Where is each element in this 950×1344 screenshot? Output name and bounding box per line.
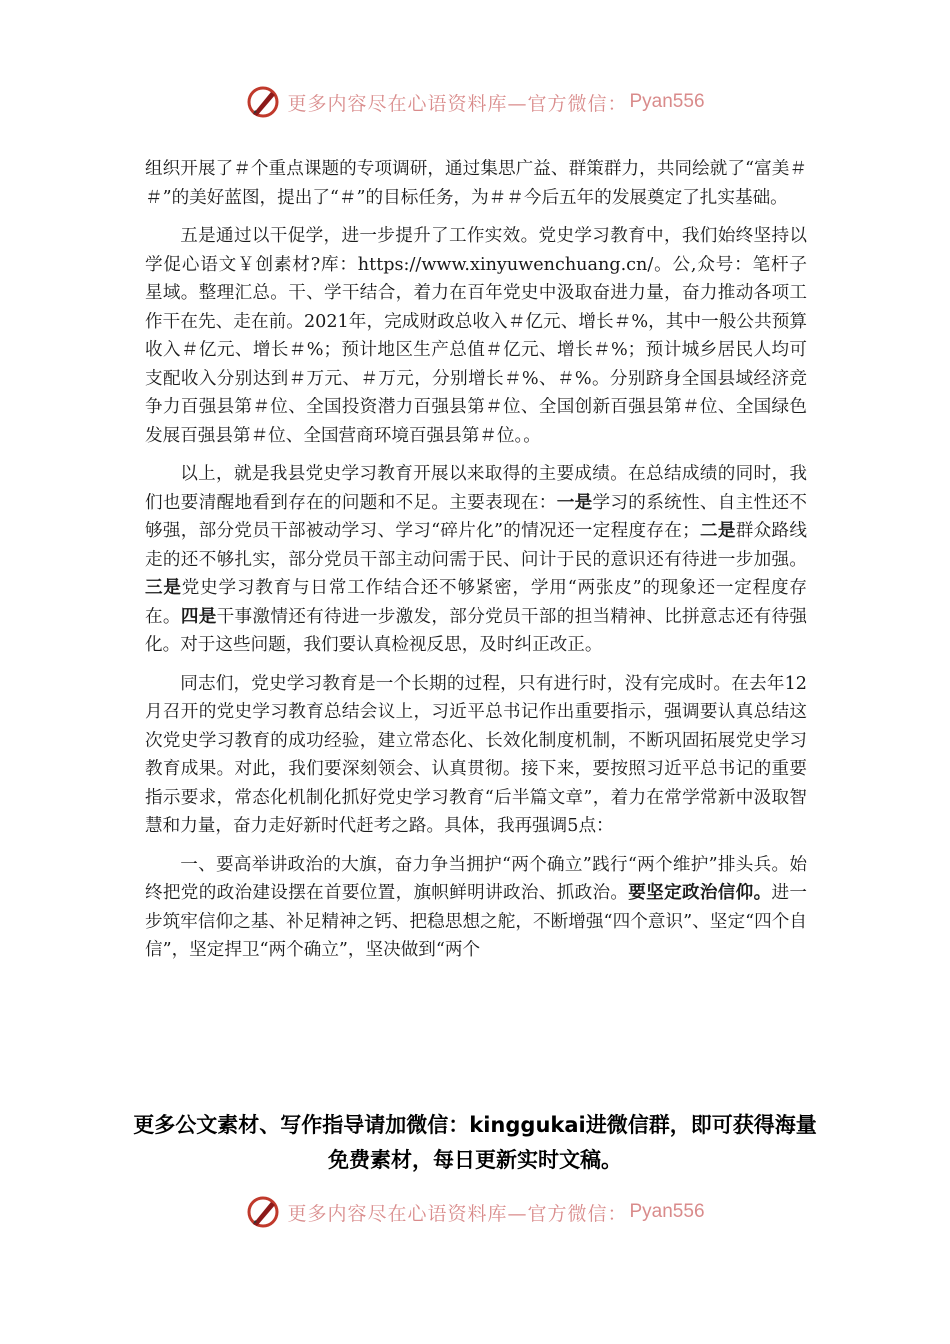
banner-wechat-id: Pyan556	[629, 1201, 705, 1222]
footer-banner	[0, 1190, 950, 1234]
banner-text: 更多内容尽在心语资料库—官方微信：	[287, 1202, 628, 1225]
header-banner	[0, 80, 950, 124]
pen-logo-icon	[245, 1194, 281, 1230]
paragraph-3-intro: 以上，就是我县党史学习教育开展以来取得的主要成绩。在总结成绩的同时，我们也要清醒地看到存在的问题和不足。主要表现在：	[145, 464, 807, 513]
promo-note: 更多公文素材、写作指导请加微信：kinggukai进微信群，即可获得海量免费素材，每日更新实时文稿。	[133, 1113, 817, 1172]
point-label-3: 三是	[145, 578, 182, 598]
banner-text: 更多内容尽在心语资料库—官方微信：	[287, 92, 628, 115]
banner-wechat-id: Pyan556	[629, 91, 705, 112]
point-label-1: 一是	[556, 492, 593, 513]
document-body	[145, 155, 807, 975]
paragraph-5-emphasis: 要坚定政治信仰。	[628, 883, 772, 903]
paragraph-2: 五是通过以干促学，进一步提升了工作实效。党史学习教育中，我们始终坚持以学促心语文￥创素材?库：https://www.xinyuwenchuang.cn/。公,众号：笔杆子星域。整理汇总。干、学干结合，着力在百年党史中汲取奋进力量，奋力推动各项工作干在先、走在前。2021年，完成财政总收入＃亿元、增长＃%，其中一般公共预算收入＃亿元、增长＃%；预计地区生产总值＃亿元、增长＃%；预计城乡居民人均可支配收入分别达到＃万元、＃万元，分别增长＃%、＃%。分别跻身全国县域经济竞争力百强县第＃位、全国投资潜力百强县第＃位、全国创新百强县第＃位、全国绿色发展百强县第＃位、全国营商环境百强县第＃位。。	[145, 226, 807, 446]
paragraph-5-rest: 进一步筑牢信仰之基、补足精神之钙、把稳思想之舵，不断增强“四个意识”、坚定“四个自信”，坚定捍卫“两个确立”，坚决做到“两个	[145, 883, 807, 960]
pen-logo-icon	[245, 84, 281, 120]
point-text-4: 干事激情还有待进一步激发，部分党员干部的担当精神、比拼意志还有待强化。对于这些问题，我们要认真检视反思，及时纠正改正。	[145, 606, 807, 655]
paragraph-3	[145, 460, 807, 660]
point-text-2: 群众路线走的还不够扎实，部分党员干部主动问需于民、问计于民的意识还有待进一步加强。	[145, 521, 807, 570]
point-label-4: 四是	[180, 606, 217, 627]
paragraph-4: 同志们，党史学习教育是一个长期的过程，只有进行时，没有完成时。在去年12月召开的党史学习教育总结会议上，习近平总书记作出重要指示，强调要认真总结这次党史学习教育的成功经验，建立常态化、长效化制度机制，不断巩固拓展党史学习教育成果。对此，我们要深刻领会、认真贯彻。接下来，要按照习近平总书记的重要指示要求，常态化机制化抓好党史学习教育“后半篇文章”，着力在常学常新中汲取智慧和力量，奋力走好新时代赶考之路。具体，我再强调5点：	[145, 673, 807, 836]
paragraph-5	[145, 851, 807, 965]
paragraph-5-intro: 一、要高举讲政治的大旗，奋力争当拥护“两个确立”践行“两个维护”排头兵。始终把党的政治建设摆在首要位置，旗帜鲜明讲政治、抓政治。	[145, 854, 807, 903]
point-label-2: 二是	[699, 521, 736, 541]
paragraph-1: 组织开展了＃个重点课题的专项调研，通过集思广益、群策群力，共同绘就了“富美＃＃”的美好蓝图，提出了“＃”的目标任务，为＃＃今后五年的发展奠定了扎实基础。	[145, 159, 807, 208]
point-text-1: 学习的系统性、自主性还不够强，部分党员干部被动学习、学习“碎片化”的情况还一定程度存在；	[145, 492, 807, 541]
point-text-3: 党史学习教育与日常工作结合还不够紧密，学用“两张皮”的现象还一定程度存在。	[145, 578, 807, 627]
